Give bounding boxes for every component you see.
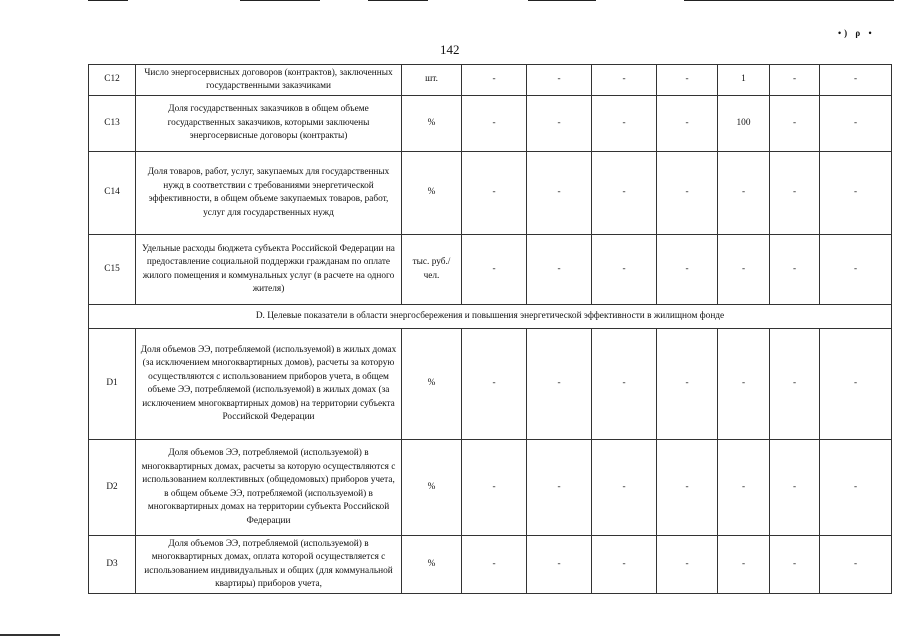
value-cell: - xyxy=(657,96,718,152)
indicator-code: C15 xyxy=(89,235,136,305)
value-cell: - xyxy=(820,65,892,96)
indicator-code: C12 xyxy=(89,65,136,96)
table-row xyxy=(89,96,892,152)
value-cell: - xyxy=(527,440,592,536)
top-rule-1 xyxy=(88,0,128,1)
bottom-rule xyxy=(0,634,60,636)
value-cell: - xyxy=(820,536,892,594)
value-cell: - xyxy=(770,152,820,235)
value-cell: - xyxy=(657,329,718,440)
indicator-code: D2 xyxy=(89,440,136,536)
indicator-description: Доля государственных заказчиков в общем объеме государственных заказчиков, которыми заключены энергосервисные договоры (контракты) xyxy=(136,96,402,152)
indicators-table xyxy=(88,64,892,594)
value-cell: - xyxy=(657,65,718,96)
value-cell: - xyxy=(592,440,657,536)
value-cell: - xyxy=(462,65,527,96)
table-row xyxy=(89,329,892,440)
unit-cell: тыс. руб./чел. xyxy=(402,235,462,305)
value-cell: - xyxy=(462,329,527,440)
value-cell: - xyxy=(527,65,592,96)
table-row xyxy=(89,235,892,305)
value-cell: - xyxy=(462,536,527,594)
value-cell: - xyxy=(592,96,657,152)
value-cell: - xyxy=(657,440,718,536)
top-rule-2 xyxy=(240,0,320,1)
indicator-code: D1 xyxy=(89,329,136,440)
top-rule-5 xyxy=(684,0,894,1)
indicator-code: C14 xyxy=(89,152,136,235)
value-cell: - xyxy=(592,65,657,96)
table-row xyxy=(89,65,892,96)
value-cell: - xyxy=(592,235,657,305)
indicator-description: Доля объемов ЭЭ, потребляемой (используемой) в многоквартирных домах, расчеты за которую осуществляются с использованием коллективных (общедомовых) приборов учета, в общем объеме ЭЭ, потребляемой (используемой) в многоквартирных домах на территории субъекта Российской Федерации xyxy=(136,440,402,536)
value-cell: - xyxy=(462,440,527,536)
value-cell: - xyxy=(820,235,892,305)
value-cell: - xyxy=(718,152,770,235)
value-cell: - xyxy=(527,96,592,152)
value-cell: - xyxy=(820,329,892,440)
page-number: 142 xyxy=(440,42,460,57)
indicator-description: Удельные расходы бюджета субъекта Российской Федерации на предоставление социальной поддержки гражданам по оплате жилого помещения и коммунальных услуг (в расчете на одного жителя) xyxy=(136,235,402,305)
value-cell: - xyxy=(718,440,770,536)
value-cell: - xyxy=(718,329,770,440)
value-cell: - xyxy=(592,536,657,594)
indicator-description: Число энергосервисных договоров (контрактов), заключенных государственными заказчиками xyxy=(136,65,402,96)
table-row xyxy=(89,152,892,235)
value-cell: - xyxy=(770,440,820,536)
top-rule-3 xyxy=(368,0,428,1)
value-cell: - xyxy=(592,329,657,440)
table-row xyxy=(89,536,892,594)
value-cell: - xyxy=(527,329,592,440)
section-row xyxy=(89,305,892,329)
value-cell: - xyxy=(770,96,820,152)
value-cell: - xyxy=(527,536,592,594)
value-cell: - xyxy=(657,152,718,235)
value-cell: - xyxy=(820,152,892,235)
value-cell: - xyxy=(592,152,657,235)
unit-cell: % xyxy=(402,96,462,152)
value-cell: - xyxy=(527,152,592,235)
value-cell: - xyxy=(462,152,527,235)
indicator-description: Доля объемов ЭЭ, потребляемой (используемой) в жилых домах (за исключением многоквартирных домов), расчеты за которую осуществляются с использованием приборов учета, в общем объеме ЭЭ, потребляемой (используемой) в жилых домах (за исключением многоквартирных домов) на территории субъекта Российской Федерации xyxy=(136,329,402,440)
section-heading: D. Целевые показатели в области энергосбережения и повышения энергетической эффективности в жилищном фонде xyxy=(89,305,892,329)
value-cell: - xyxy=(462,235,527,305)
value-cell: - xyxy=(770,65,820,96)
indicator-code: D3 xyxy=(89,536,136,594)
unit-cell: % xyxy=(402,536,462,594)
indicator-description: Доля объемов ЭЭ, потребляемой (используемой) в многоквартирных домах, оплата которой осуществляется с использованием индивидуальных и общих (для коммунальной квартиры) приборов учета, xyxy=(136,536,402,594)
value-cell: - xyxy=(527,235,592,305)
indicator-description: Доля товаров, работ, услуг, закупаемых для государственных нужд в соответствии с требованиями энергетической эффективности, в общем объеме закупаемых товаров, работ, услуг для государственных нужд xyxy=(136,152,402,235)
value-cell: - xyxy=(770,536,820,594)
value-cell: - xyxy=(820,96,892,152)
unit-cell: % xyxy=(402,329,462,440)
value-cell: - xyxy=(770,235,820,305)
corner-marks: •) ρ • xyxy=(838,28,875,38)
unit-cell: % xyxy=(402,440,462,536)
table-row xyxy=(89,440,892,536)
value-cell: - xyxy=(770,329,820,440)
value-cell: - xyxy=(462,96,527,152)
unit-cell: шт. xyxy=(402,65,462,96)
value-cell: - xyxy=(657,536,718,594)
indicator-code: C13 xyxy=(89,96,136,152)
value-cell: 100 xyxy=(718,96,770,152)
unit-cell: % xyxy=(402,152,462,235)
value-cell: - xyxy=(718,536,770,594)
value-cell: - xyxy=(657,235,718,305)
value-cell: 1 xyxy=(718,65,770,96)
top-rule-4 xyxy=(528,0,596,1)
value-cell: - xyxy=(820,440,892,536)
value-cell: - xyxy=(718,235,770,305)
